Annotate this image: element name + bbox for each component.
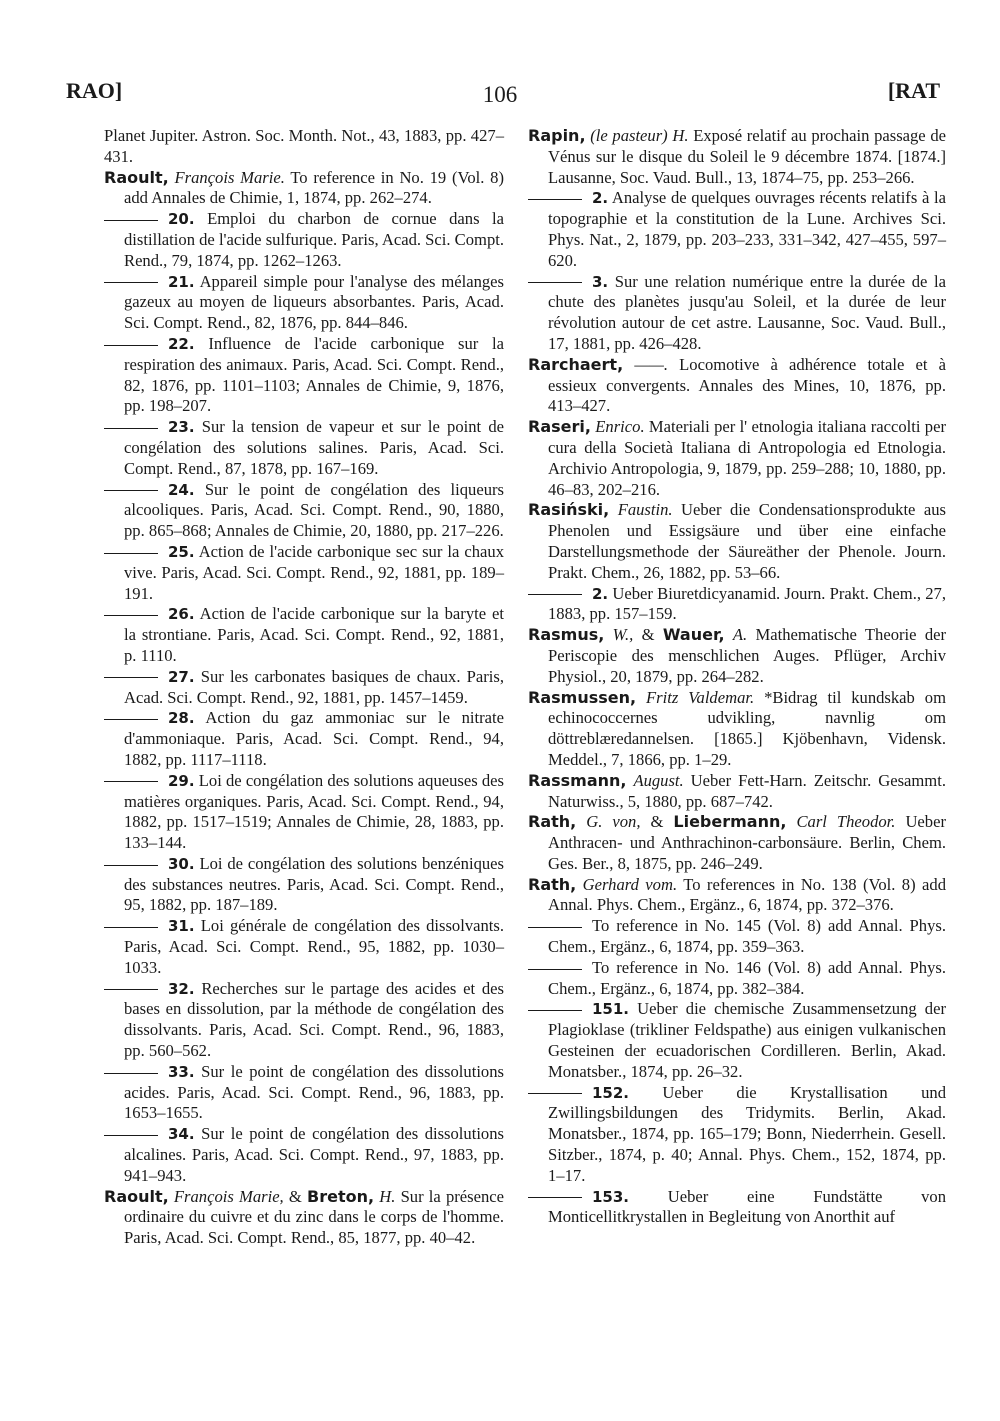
entry-text: Ueber Biuretdicyanamid. Journ. Prakt. Chem., 27, 1883, pp. 157–159. xyxy=(548,583,946,624)
ditto-dash xyxy=(104,719,158,720)
bibliography-entry xyxy=(104,1124,504,1186)
bibliography-entry xyxy=(104,916,504,978)
author-given-name: W., xyxy=(612,625,634,645)
entry-text: Materiali per l' etnologia italiana raccolti per cura della Società Italiana di Antropologia ed Etnologia. Archivio Antropologia, 9, 1879, pp. 259–288; 10, 1880, pp. 46–83, 202–216. xyxy=(548,417,946,499)
ditto-dash xyxy=(104,428,158,429)
entry-text: Sur le point de congélation des dissolutions acides. Paris, Acad. Sci. Compt. Rend., 96, 1883, pp. 1653–1655. xyxy=(124,1061,504,1123)
author-given-name: Faustin. xyxy=(617,500,673,520)
bibliography-entry xyxy=(528,1083,946,1187)
bibliography-entry xyxy=(528,188,946,271)
entry-number: 27. xyxy=(168,667,195,686)
bibliography-entry xyxy=(528,584,946,626)
author-given-name: (le pasteur) H. xyxy=(590,126,689,145)
ampersand: & xyxy=(288,1186,302,1206)
running-head-right: [RAT xyxy=(887,78,940,103)
bibliography-entry xyxy=(104,771,504,854)
entry-text: Loi de congélation des solutions aqueuses des matières organiques. Paris, Acad. Sci. Compt. Rend., 94, 1882, pp. 1517–1519; Annales de Chimie, 28, 1883, pp. 133–144. xyxy=(124,770,504,853)
ditto-dash xyxy=(528,927,582,928)
entry-number: 24. xyxy=(168,480,195,499)
entry-number: 2. xyxy=(592,584,609,603)
author-name: Rasiński, xyxy=(528,500,610,520)
entry-text: Sur les carbonates basiques de chaux. Paris, Acad. Sci. Compt. Rend., 92, 1881, pp. 1457–1459. xyxy=(124,666,504,707)
ditto-dash xyxy=(104,490,158,491)
entry-text: Recherches sur le partage des acides et des bases en dissolution, par la méthode de congélation des dissolvants. Paris, Acad. Sci. Compt. Rend., 96, 1883, pp. 560–562. xyxy=(124,978,504,1061)
entry-text: Sur la tension de vapeur et sur le point de congélation des solutions salines. Paris, Acad. Sci. Compt. Rend., 87, 1878, pp. 167–169. xyxy=(124,417,504,478)
running-head-left: RAO] xyxy=(66,78,123,103)
entry-text: Analyse de quelques ouvrages récents relatifs à la topographie et la constitution de la Lune. Archives Sci. Phys. Nat., 2, 1879, pp. 203–233, 331–342, 427–455, 597–620. xyxy=(548,188,946,270)
coauthor-given-name: A. xyxy=(732,625,748,645)
bibliography-entry xyxy=(104,334,504,417)
ditto-dash xyxy=(528,1093,582,1094)
author-given-name: Gerhard vom. xyxy=(582,874,678,894)
author-given-name: François Marie. xyxy=(174,167,285,187)
ditto-dash xyxy=(104,927,158,928)
bibliography-entry xyxy=(104,1187,504,1249)
bibliography-entry xyxy=(528,126,946,188)
bibliography-entry xyxy=(104,667,504,709)
author-name: Raseri, xyxy=(528,417,591,437)
ditto-dash xyxy=(104,989,158,990)
entry-text: To references in No. 138 (Vol. 8) add Annal. Phys. Chem., Ergänz., 6, 1874, pp. 372–376. xyxy=(548,874,946,915)
ditto-dash xyxy=(104,781,158,782)
entry-number: 152. xyxy=(592,1083,630,1102)
coauthor-name: Liebermann, xyxy=(673,812,787,832)
bibliography-entry xyxy=(104,854,504,916)
entry-text: Exposé relatif au prochain passage de Vénus sur le disque du Soleil le 9 décembre 1874. [1874.] Lausanne, Soc. Vaud. Bull., 13, 1874–75, pp. 253–266. xyxy=(548,126,947,187)
coauthor-given-name: Carl Theodor. xyxy=(796,812,896,832)
page-number: 106 xyxy=(482,82,518,107)
ditto-dash xyxy=(528,1197,582,1198)
author-name: Rarchaert, xyxy=(528,354,624,374)
ditto-dash xyxy=(104,1135,158,1136)
entry-number: 22. xyxy=(168,334,195,353)
bibliography-entry xyxy=(528,1187,946,1229)
author-name: Rassmann, xyxy=(528,770,627,790)
ditto-dash xyxy=(104,677,158,678)
author-name: Raoult, xyxy=(104,1186,169,1206)
ditto-dash xyxy=(104,1073,158,1074)
author-name: Rath, xyxy=(528,874,577,894)
entry-text: Ueber die Krystallisation und Zwillingsbildungen des Tridymits. Berlin, Akad. Monatsber., 1874, pp. 165–179; Bonn, Niederrhein. Gesell. Sitzber., 1874, p. 40; Annal. Phys. Chem., 152, 1874, pp. 1–17. xyxy=(548,1082,946,1185)
entry-number: 20. xyxy=(168,210,195,229)
ditto-dash xyxy=(104,865,158,866)
entry-text: To reference in No. 145 (Vol. 8) add Annal. Phys. Chem., Ergänz., 6, 1874, pp. 359–363. xyxy=(548,916,946,957)
bibliography-entry xyxy=(528,999,946,1082)
bibliography-entry xyxy=(104,126,504,168)
entry-text: Sur le point de congélation des dissolutions alcalines. Paris, Acad. Sci. Compt. Rend., 97, 1883, pp. 941–943. xyxy=(124,1124,504,1185)
author-given-name: François Marie, xyxy=(173,1186,284,1206)
author-name: Rath, xyxy=(528,812,577,832)
bibliography-entry xyxy=(528,958,946,1000)
entry-text: To reference in No. 146 (Vol. 8) add Annal. Phys. Chem., Ergänz., 6, 1874, pp. 382–384. xyxy=(548,957,946,998)
ditto-dash xyxy=(104,282,158,283)
entry-text: Appareil simple pour l'analyse des mélanges gazeux au moyen de liqueurs absorbantes. Paris, Acad. Sci. Compt. Rend., 82, 1876, pp. 844–846. xyxy=(124,271,504,333)
entry-text: Loi générale de congélation des dissolvants. Paris, Acad. Sci. Compt. Rend., 95, 1882, pp. 1030–1033. xyxy=(124,916,504,977)
author-name: Rapin, xyxy=(528,126,586,145)
entry-text: Locomotive à adhérence totale et à essieux convergents. Annales des Mines, 10, 1876, pp. 413–427. xyxy=(548,354,946,416)
ditto-dash xyxy=(528,282,582,283)
entry-text: Ueber die chemische Zusammensetzung der Plagioklase (trikliner Feldspathe) aus einigen vulkanischen Gesteinen der ecuadorischen Cordilleren. Berlin, Akad. Monatsber., 1874, pp. 26–32. xyxy=(548,999,946,1081)
bibliography-entry xyxy=(528,812,946,874)
entry-number: 26. xyxy=(168,605,195,624)
entry-text: Loi de congélation des solutions benzéniques des substances neutres. Paris, Acad. Sci. Compt. Rend., 95, 1882, pp. 187–189. xyxy=(124,853,504,915)
entry-number: 2. xyxy=(592,189,609,208)
entry-text: Action du gaz ammoniac sur le nitrate d'ammoniaque. Paris, Acad. Sci. Compt. Rend., 94, 1882, pp. 1117–1118. xyxy=(124,708,505,769)
bibliography-entry xyxy=(528,688,946,771)
ditto-dash xyxy=(528,199,582,200)
entry-number: 25. xyxy=(168,542,195,561)
entry-text: Emploi du charbon de cornue dans la distillation de l'acide sulfurique. Paris, Acad. Sci. Compt. Rend., 79, 1874, pp. 1262–1263. xyxy=(124,209,504,270)
bibliography-entry xyxy=(528,355,946,417)
entry-number: 31. xyxy=(168,917,195,936)
ditto-dash xyxy=(528,1010,582,1011)
entry-number: 34. xyxy=(168,1125,195,1144)
entry-text: Sur la présence ordinaire du cuivre et du zinc dans le corps de l'homme. Paris, Acad. Sci. Compt. Rend., 85, 1877, pp. 40–42. xyxy=(124,1186,504,1248)
entry-number: 32. xyxy=(168,979,195,998)
entry-number: 28. xyxy=(168,709,195,728)
entry-text: Sur une relation numérique entre la durée de la chute des planètes jusqu'au Soleil, et la durée de leur révolution autour de cet astre. Lausanne, Soc. Vaud. Bull., 17, 1881, pp. 426–428. xyxy=(548,271,946,353)
author-given-name: ——. xyxy=(634,354,668,374)
entry-number: 151. xyxy=(592,1000,630,1019)
entry-text: Mathematische Theorie der Periscopie des menschlichen Auges. Pflüger, Archiv Physiol., 20, 1879, pp. 264–282. xyxy=(548,625,947,686)
bibliography-entry xyxy=(104,417,504,479)
entry-text: Ueber Anthracen- und Anthrachinon-carbonsäure. Berlin, Chem. Ges. Ber., 8, 1875, pp. 246–249. xyxy=(548,812,946,873)
ditto-dash xyxy=(104,345,158,346)
entry-text: Ueber Fett-Harn. Zeitschr. Gesammt. Naturwiss., 5, 1880, pp. 687–742. xyxy=(548,770,946,811)
bibliography-entry xyxy=(104,708,504,770)
ditto-dash xyxy=(104,220,158,221)
entry-text: Influence de l'acide carbonique sur la respiration des animaux. Paris, Acad. Sci. Compt. Rend., 82, 1876, pp. 1101–1103; Annales de Chimie, 9, 1876, pp. 198–207. xyxy=(124,333,504,416)
bibliography-entry xyxy=(104,209,504,271)
entry-text: Ueber eine Fundstätte von Monticellitkrystallen in Begleitung von Anorthit auf xyxy=(548,1186,946,1227)
author-given-name: Enrico. xyxy=(595,417,645,437)
bibliography-entry xyxy=(528,500,946,583)
author-given-name: August. xyxy=(633,770,684,790)
ampersand: & xyxy=(650,812,664,832)
entry-number: 21. xyxy=(168,272,195,291)
bibliography-entry xyxy=(528,272,946,355)
bibliography-entry xyxy=(104,272,504,334)
bibliography-entry xyxy=(528,771,946,813)
entry-number: 33. xyxy=(168,1062,195,1081)
coauthor-name: Breton, xyxy=(307,1186,375,1206)
ditto-dash xyxy=(104,615,158,616)
bibliography-entry xyxy=(104,1062,504,1124)
entry-text: Ueber die Condensationsprodukte aus Phenolen und Essigsäure und über eine einfache Darstellungsmethode der Säureäther der Phenole. Journ. Prakt. Chem., 26, 1882, pp. 53–66. xyxy=(548,500,946,582)
entry-number: 29. xyxy=(168,771,195,790)
entry-number: 3. xyxy=(592,272,609,291)
bibliography-entry xyxy=(528,625,946,687)
coauthor-given-name: H. xyxy=(379,1186,396,1206)
bibliography-entry xyxy=(104,979,504,1062)
bibliography-entry xyxy=(104,168,504,210)
ditto-dash xyxy=(528,969,582,970)
entry-number: 23. xyxy=(168,418,195,437)
author-name: Rasmussen, xyxy=(528,687,637,707)
bibliography-entry xyxy=(104,604,504,666)
bibliography-entry xyxy=(528,417,946,500)
entry-number: 153. xyxy=(592,1187,630,1206)
entry-text: *Bidrag til kundskab om echinococcernes udvikling, navnlig om döttreblæredannelsen. [1865.] Kjöbenhavn, Vidensk. Meddel., 7, 1866, pp. 1–29. xyxy=(548,687,946,769)
entry-text: To reference in No. 19 (Vol. 8) add Annales de Chimie, 1, 1874, pp. 262–274. xyxy=(124,167,504,208)
ampersand: & xyxy=(641,625,655,645)
bibliography-entry xyxy=(104,480,504,542)
entry-text: Sur le point de congélation des liqueurs alcooliques. Paris, Acad. Sci. Compt. Rend., 90, 1880, pp. 865–868; Annales de Chimie, 20, 1880, pp. 217–226. xyxy=(124,479,504,541)
author-given-name: G. von, xyxy=(586,812,641,832)
author-name: Raoult, xyxy=(104,167,169,187)
entry-text: Action de l'acide carbonique sur la baryte et la strontiane. Paris, Acad. Sci. Compt. Rend., 92, 1881, p. 1110. xyxy=(124,604,505,665)
coauthor-name: Wauer, xyxy=(662,625,725,645)
author-given-name: Fritz Valdemar. xyxy=(646,687,755,707)
author-name: Rasmus, xyxy=(528,625,605,645)
ditto-dash xyxy=(104,553,158,554)
ditto-dash xyxy=(528,594,582,595)
entry-text: Planet Jupiter. Astron. Soc. Month. Not., 43, 1883, pp. 427–431. xyxy=(104,126,504,166)
bibliography-entry xyxy=(104,542,504,604)
bibliography-entry xyxy=(528,875,946,917)
entry-number: 30. xyxy=(168,854,195,873)
entry-text: Action de l'acide carbonique sec sur la chaux vive. Paris, Acad. Sci. Compt. Rend., 92, 1881, pp. 189–191. xyxy=(124,541,505,603)
right-column xyxy=(528,126,946,1228)
left-column xyxy=(104,126,504,1249)
bibliography-entry xyxy=(528,916,946,958)
